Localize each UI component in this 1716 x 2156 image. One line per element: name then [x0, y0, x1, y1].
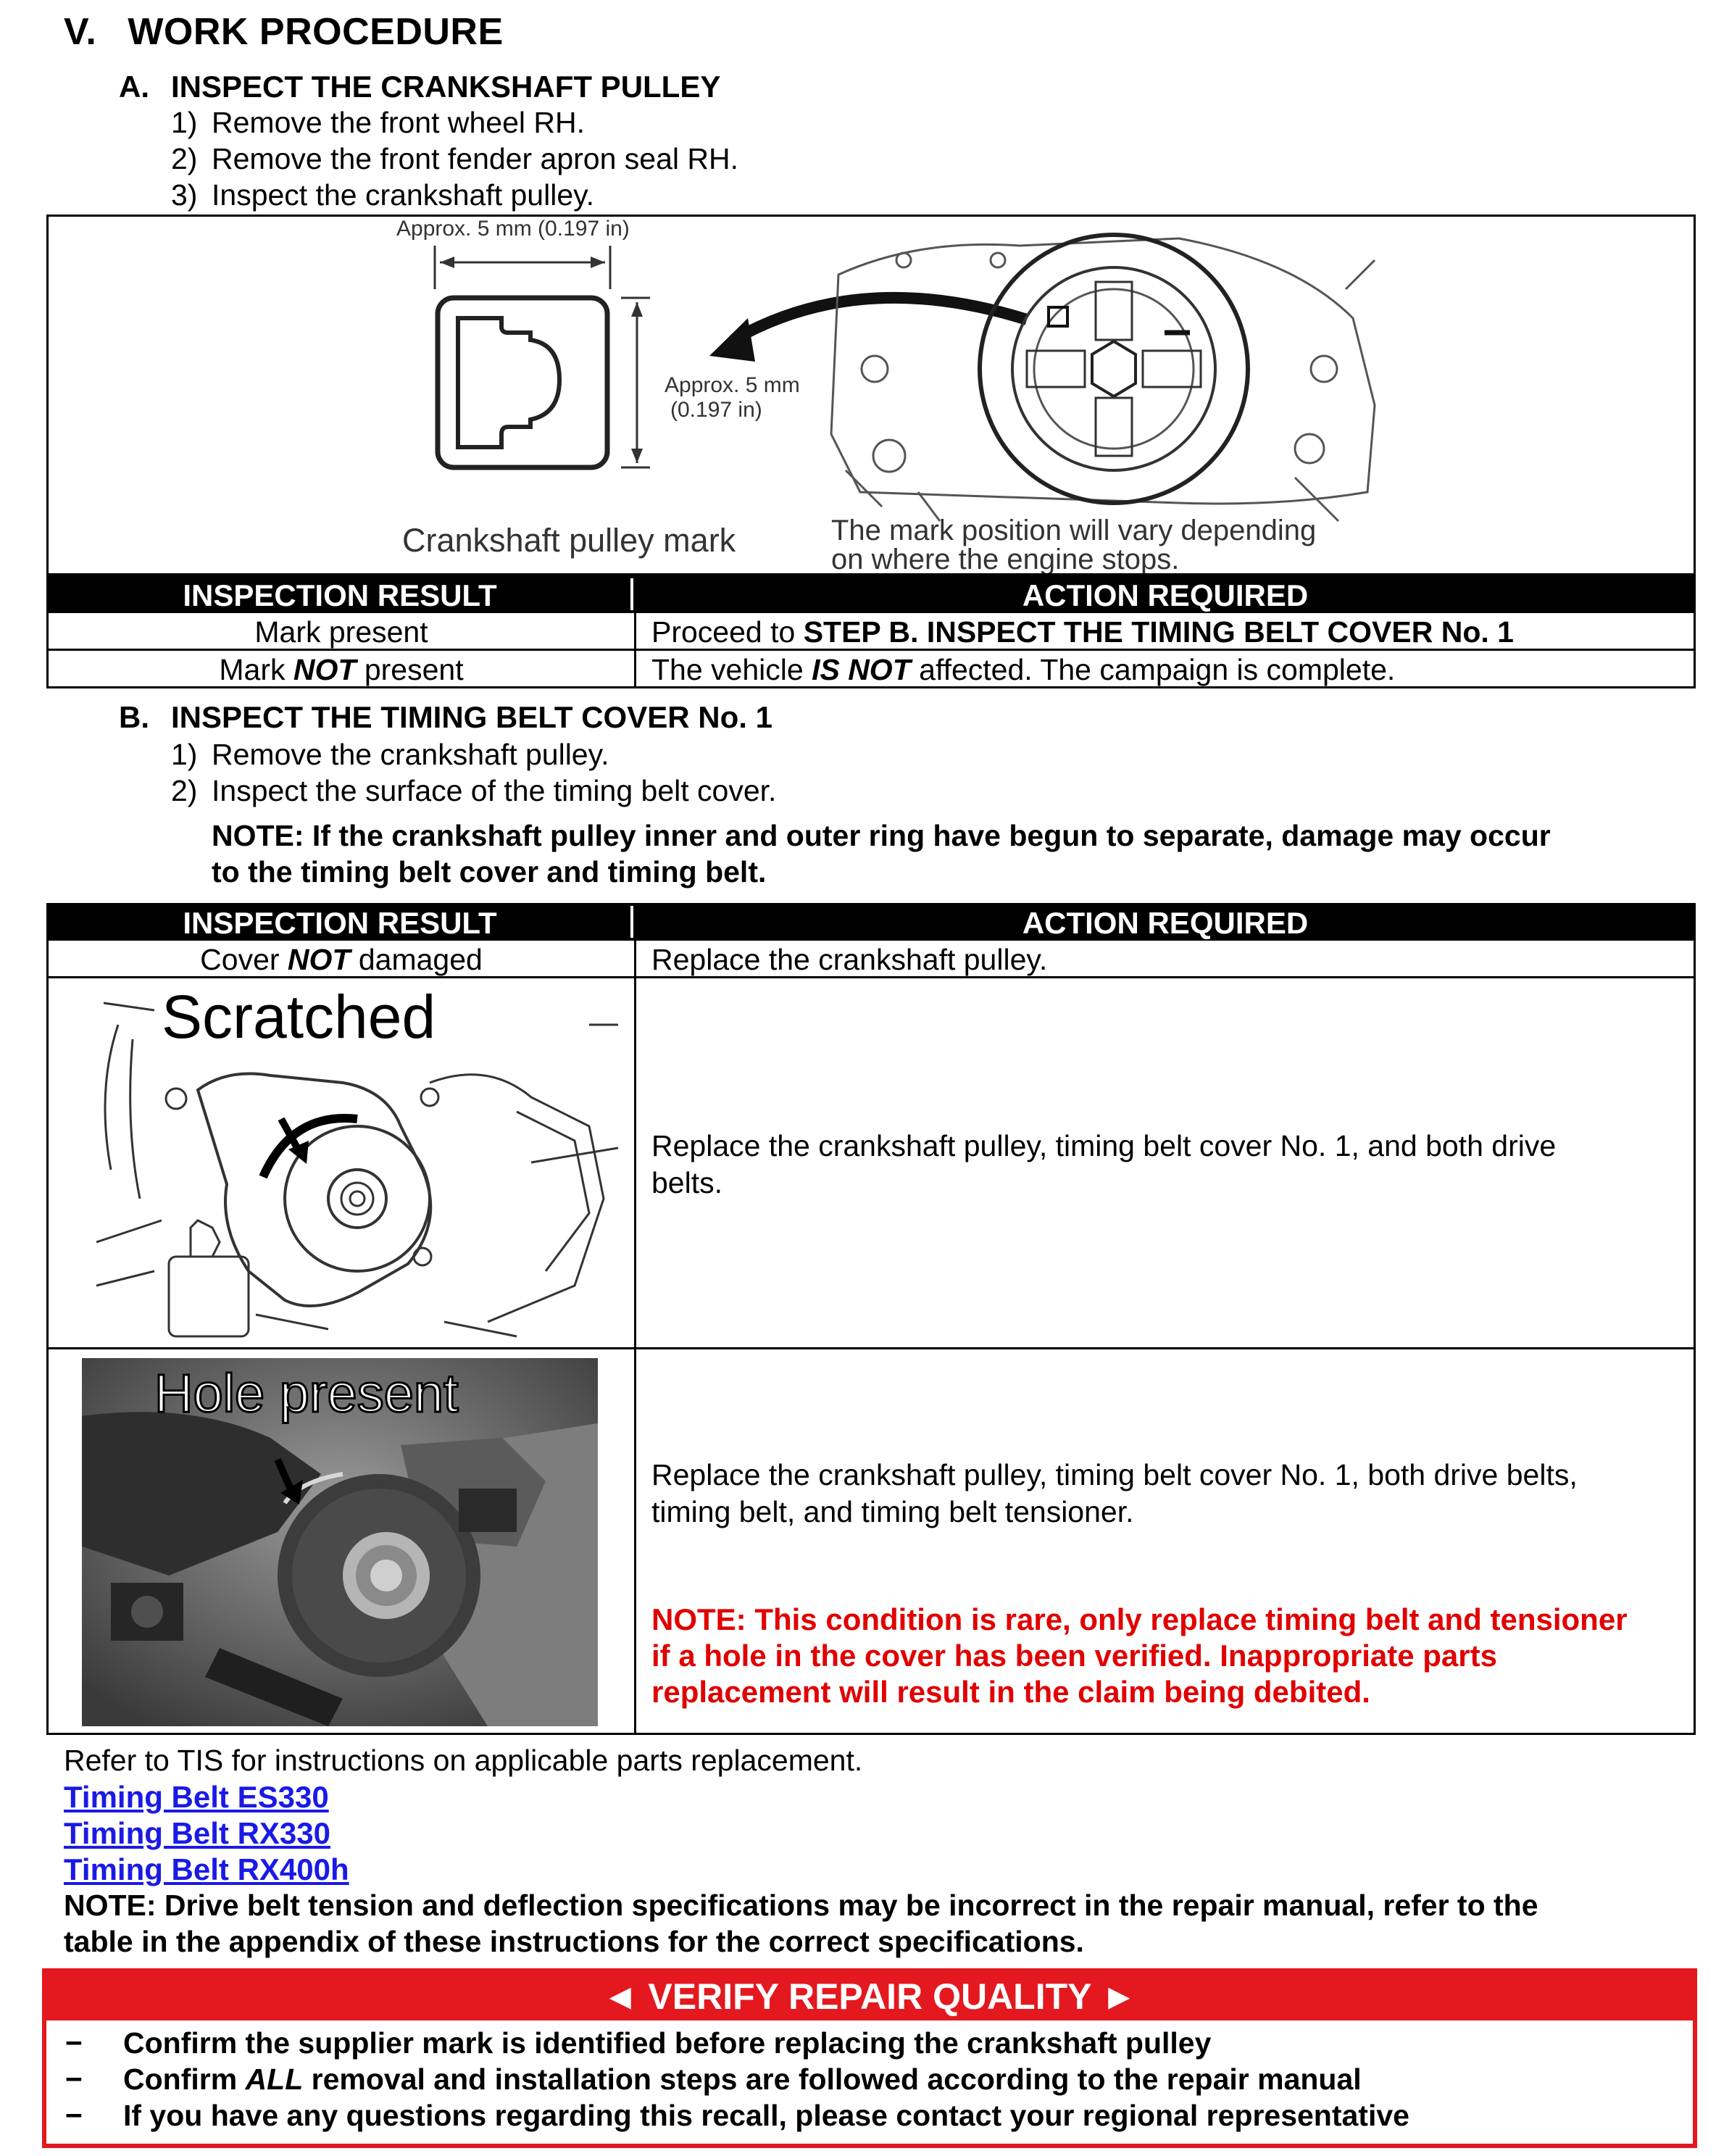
section-heading [64, 10, 504, 54]
dim-side-label-2: (0.197 in) [670, 398, 762, 422]
verify-repair-quality-box [42, 1968, 1697, 2148]
step-b-heading [119, 700, 772, 735]
cell-divider [634, 1349, 636, 1733]
scratched-label: Scratched [162, 983, 436, 1051]
note-line: if a hole in the cover has been verified. Inappropriate parts [651, 1639, 1497, 1673]
result-text: damaged [350, 943, 483, 976]
scratched-cover-illustration [82, 981, 633, 1344]
step-b-item-2 [171, 774, 777, 808]
item-text: Remove the front fender apron seal RH. [212, 142, 738, 175]
dim-top-label: Approx. 5 mm (0.197 in) [396, 217, 630, 241]
dash-bullet: − [65, 2099, 83, 2132]
caption-mark-position-1: The mark position will vary depending [831, 515, 1317, 546]
action-line: timing belt, and timing belt tensioner. [651, 1495, 1134, 1528]
result-cell [49, 943, 634, 977]
item-number: 3) [171, 178, 198, 212]
drive-belt-note-line-1: NOTE: Drive belt tension and deflection specifications may be incorrect in the repair manual, refer to the [64, 1889, 1538, 1922]
note-line: NOTE: This condition is rare, only replace timing belt and tensioner [651, 1602, 1628, 1636]
table-row [46, 941, 1696, 978]
action-text: affected. The campaign is complete. [910, 653, 1396, 686]
verify-item-text: removal and installation steps are followed according to the repair manual [303, 2063, 1362, 2096]
note-line: replacement will result in the claim being debited. [651, 1675, 1370, 1709]
hole-present-label: Hole present [154, 1363, 459, 1423]
result-cell [49, 653, 634, 687]
action-text: Proceed to [651, 615, 804, 649]
verify-item-text: Confirm [123, 2063, 246, 2096]
header-action-required: ACTION REQUIRED [1022, 578, 1309, 612]
hole-present-illustration [82, 1358, 598, 1726]
refer-text: Refer to TIS for instructions on applicable parts replacement. [64, 1744, 863, 1777]
action-cell [651, 653, 1395, 687]
item-number: 1) [171, 738, 198, 771]
table-b-header [46, 903, 1696, 941]
header-divider [630, 578, 633, 610]
verify-item-emphasis: ALL [245, 2063, 304, 2096]
item-number: 2) [171, 142, 198, 175]
item-number: 2) [171, 774, 198, 807]
step-a-title: INSPECT THE CRANKSHAFT PULLEY [171, 70, 721, 104]
crankshaft-pulley-diagram [49, 217, 1694, 573]
step-a-item-3 [171, 178, 594, 212]
dash-bullet: − [65, 2026, 83, 2060]
step-a-letter: A. [119, 70, 149, 104]
result-emphasis: NOT [293, 653, 357, 686]
action-cell [651, 1458, 1578, 1529]
caption-mark-position-2: on where the engine stops. [831, 544, 1180, 573]
step-a-item-1 [171, 106, 586, 140]
link-timing-belt-rx330[interactable]: Timing Belt RX330 [64, 1816, 330, 1850]
section-title: WORK PROCEDURE [128, 11, 504, 53]
hole-note [651, 1602, 1628, 1710]
pulley-figure-box [46, 215, 1696, 575]
action-cell: Replace the crankshaft pulley. [651, 943, 1048, 976]
action-line: Replace the crankshaft pulley, timing belt cover No. 1, both drive belts, [651, 1458, 1578, 1491]
link-timing-belt-rx400h[interactable]: Timing Belt RX400h [64, 1852, 349, 1886]
item-number: 1) [171, 106, 198, 139]
table-row-scratched [46, 978, 1696, 1349]
drive-belt-note-line-2: table in the appendix of these instructions for the correct specifications. [64, 1925, 1084, 1958]
cell-divider [634, 978, 636, 1347]
link-timing-belt-es330[interactable]: Timing Belt ES330 [64, 1780, 329, 1814]
header-divider [630, 906, 633, 938]
action-line: Replace the crankshaft pulley, timing belt cover No. 1, and both drive [651, 1129, 1557, 1162]
dim-side-label-1: Approx. 5 mm [665, 373, 800, 397]
step-b-title: INSPECT THE TIMING BELT COVER No. 1 [171, 700, 772, 734]
action-line: belts. [651, 1166, 722, 1199]
action-cell [651, 1129, 1556, 1200]
action-text: The vehicle [651, 653, 812, 686]
result-text: present [356, 653, 464, 686]
verify-repair-quality-title: ◄ VERIFY REPAIR QUALITY ► [46, 1973, 1693, 2020]
action-emphasis: IS NOT [812, 653, 911, 686]
table-row [46, 651, 1696, 688]
step-b-item-1 [171, 738, 609, 772]
header-action-required: ACTION REQUIRED [1022, 906, 1309, 940]
table-a-header [46, 575, 1696, 613]
item-text: Inspect the crankshaft pulley. [212, 178, 594, 212]
step-b-letter: B. [119, 700, 149, 734]
scratched-figure [82, 981, 633, 1344]
header-inspection-result: INSPECTION RESULT [183, 906, 497, 940]
result-cell: Mark present [254, 615, 428, 649]
action-step-ref: STEP B. INSPECT THE TIMING BELT COVER No. 1 [803, 615, 1514, 649]
dash-bullet: − [65, 2063, 83, 2096]
cell-divider [634, 941, 636, 976]
cell-divider [634, 613, 636, 649]
item-text: Remove the front wheel RH. [212, 106, 586, 139]
cell-divider [634, 651, 636, 686]
result-emphasis: NOT [287, 943, 351, 976]
item-text: Inspect the surface of the timing belt cover. [212, 774, 777, 807]
verify-item-text: If you have any questions regarding this recall, please contact your regional representative [123, 2099, 1409, 2132]
verify-item-text: Confirm the supplier mark is identified before replacing the crankshaft pulley [123, 2026, 1212, 2060]
caption-pulley-mark: Crankshaft pulley mark [402, 522, 736, 559]
step-b-note-line-2: to the timing belt cover and timing belt. [212, 855, 767, 888]
table-row [46, 613, 1696, 651]
step-a-item-2 [171, 142, 738, 176]
step-a-heading [119, 70, 721, 104]
hole-present-photo [82, 1358, 598, 1726]
result-text: Mark [219, 653, 293, 686]
table-row-hole [46, 1349, 1696, 1735]
section-number: V. [64, 11, 97, 53]
result-text: Cover [200, 943, 288, 976]
step-b-note-line-1: NOTE: If the crankshaft pulley inner and outer ring have begun to separate, damage may occur [212, 819, 1551, 852]
action-cell [651, 615, 1514, 649]
header-inspection-result: INSPECTION RESULT [183, 578, 497, 612]
item-text: Remove the crankshaft pulley. [212, 738, 609, 771]
